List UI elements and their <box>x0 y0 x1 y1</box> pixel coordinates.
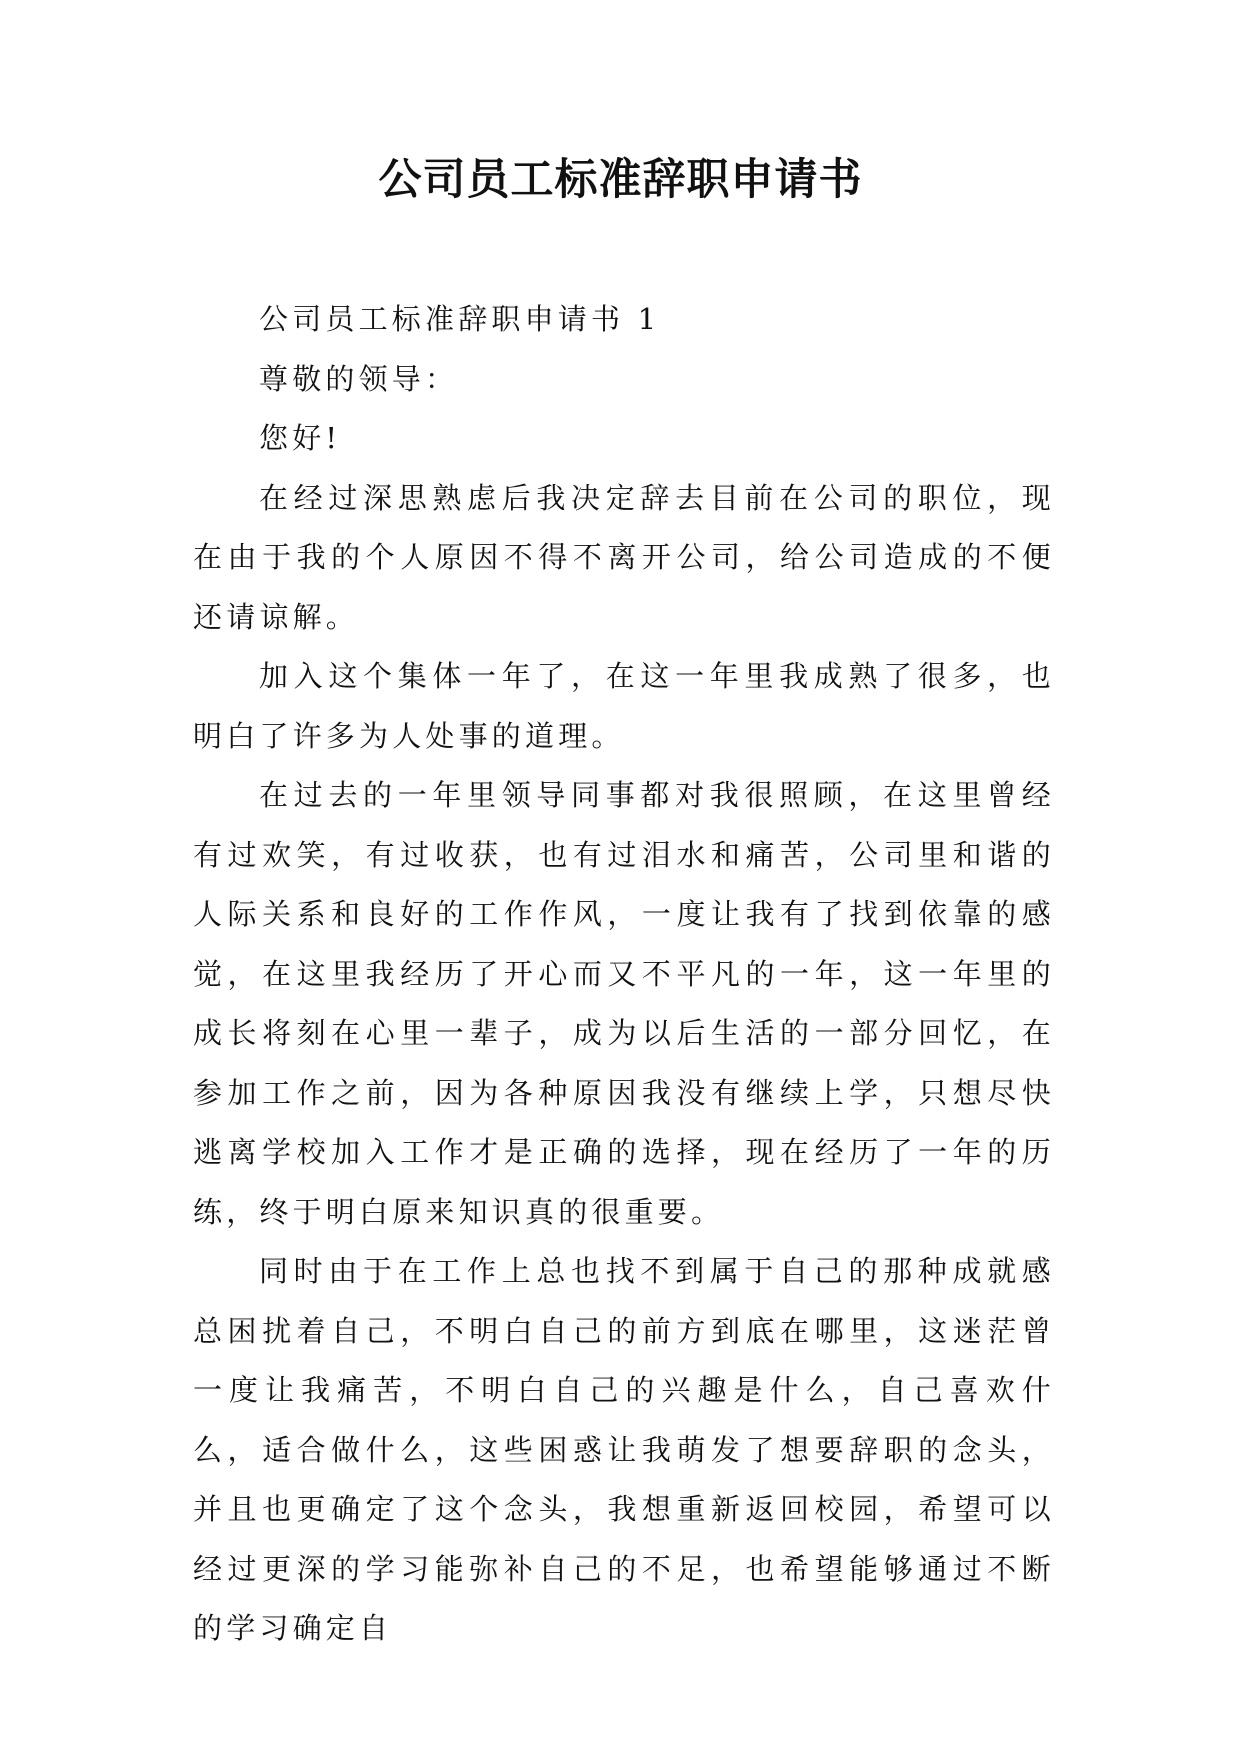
document-body <box>193 290 1055 1659</box>
document-title: 公司员工标准辞职申请书 <box>378 155 863 205</box>
body-paragraph: 在经过深思熟虑后我决定辞去目前在公司的职位，现在由于我的个人原因不得不离开公司，给公司造成的不便还请谅解。 <box>193 480 1055 634</box>
salutation: 尊敬的领导： <box>259 361 459 396</box>
body-paragraph: 加入这个集体一年了，在这一年里我成熟了很多，也明白了许多为人处事的道理。 <box>193 659 1055 753</box>
greeting: 您好! <box>259 421 342 455</box>
letter-heading: 公司员工标准辞职申请书 1 <box>259 302 661 336</box>
body-paragraph: 在过去的一年里领导同事都对我很照顾，在这里曾经有过欢笑，有过收获，也有过泪水和痛苦，公司里和谐的人际关系和良好的工作作风，一度让我有了找到依靠的感觉，在这里我经历了开心而又不平凡的一年，这一年里的成长将刻在心里一辈子，成为以后生活的一部分回忆，在参加工作之前，因为各种原因我没有继续上学，只想尽快逃离学校加入工作才是正确的选择，现在经历了一年的历练，终于明白原来知识真的很重要。 <box>193 778 1055 1229</box>
body-paragraph: 同时由于在工作上总也找不到属于自己的那种成就感总困扰着自己，不明白自己的前方到底在哪里，这迷茫曾一度让我痛苦，不明白自己的兴趣是什么，自己喜欢什么，适合做什么，这些困惑让我萌发了想要辞职的念头，并且也更确定了这个念头，我想重新返回校园，希望可以经过更深的学习能弥补自己的不足，也希望能够通过不断的学习确定自 <box>193 1254 1055 1645</box>
